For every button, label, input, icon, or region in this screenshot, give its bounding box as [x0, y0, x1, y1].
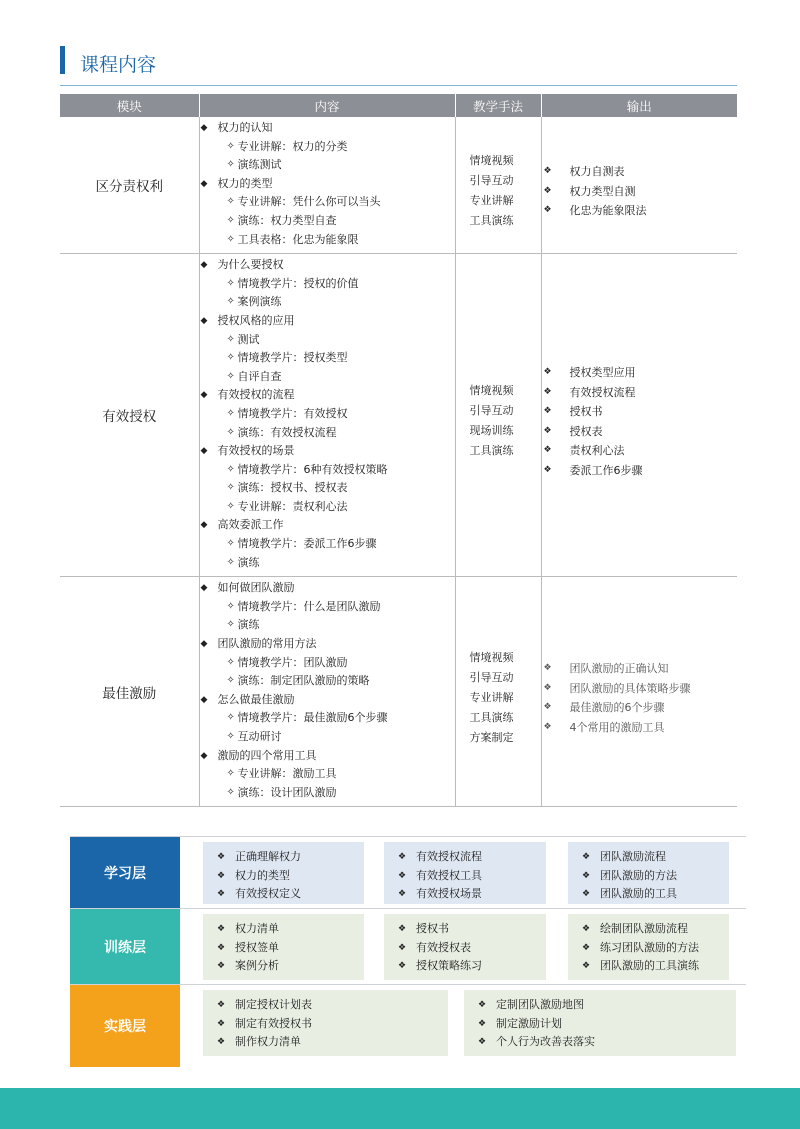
content-subitem: ✧ 演练：权力类型自查 — [200, 212, 455, 231]
method-item: 情境视频 — [469, 384, 514, 398]
content-list — [200, 579, 455, 802]
layer-label: 训练层 — [70, 909, 180, 985]
content-list — [200, 256, 455, 572]
output-item: ❖ 责权利心法 — [542, 441, 738, 461]
output-cell — [541, 577, 737, 807]
layer-box-item: ❖ 个人行为改善表落实 — [478, 1033, 736, 1052]
output-cell — [541, 254, 737, 577]
header-content: 内容 — [199, 94, 455, 117]
table-row — [60, 117, 737, 254]
module-cell: 有效授权 — [60, 254, 199, 577]
layer-box — [384, 914, 546, 980]
output-cell — [541, 117, 737, 254]
layer-box — [568, 914, 729, 980]
content-topic: ◆ 团队激励的常用方法 — [200, 635, 455, 654]
content-subitem: ✧ 演练：授权书、授权表 — [200, 479, 455, 498]
layer-box-item: ❖ 团队激励流程 — [582, 848, 729, 867]
method-item: 方案制定 — [469, 730, 514, 744]
layer-box-item: ❖ 案例分析 — [217, 957, 364, 976]
method-item: 工具演练 — [469, 444, 514, 458]
method-item: 专业讲解 — [469, 690, 514, 704]
content-subitem: ✧ 演练：制定团队激励的策略 — [200, 672, 455, 691]
header-method: 教学手法 — [455, 94, 541, 117]
output-item: ❖ 权力自测表 — [542, 162, 738, 182]
content-subitem: ✧ 演练测试 — [200, 156, 455, 175]
content-subitem: ✧ 案例演练 — [200, 293, 455, 312]
output-list — [542, 350, 738, 480]
layer-box-item: ❖ 有效授权工具 — [398, 867, 546, 886]
table-header-row — [60, 94, 737, 117]
module-cell: 最佳激励 — [60, 577, 199, 807]
layer-box-item: ❖ 团队激励的工具 — [582, 885, 729, 904]
content-topic: ◆ 权力的认知 — [200, 119, 455, 138]
content-subitem: ✧ 情境教学片：最佳激励6个步骤 — [200, 709, 455, 728]
content-subitem: ✧ 情境教学片：6种有效授权策略 — [200, 461, 455, 480]
content-cell — [199, 254, 455, 577]
content-subitem: ✧ 情境教学片：团队激励 — [200, 654, 455, 673]
table-row — [60, 254, 737, 577]
method-item: 现场训练 — [469, 424, 514, 438]
method-item: 引导互动 — [469, 670, 514, 684]
content-subitem: ✧ 情境教学片：授权类型 — [200, 349, 455, 368]
layer-box-item: ❖ 正确理解权力 — [217, 848, 364, 867]
content-subitem: ✧ 自评自查 — [200, 368, 455, 387]
output-item: ❖ 化忠为能象限法 — [542, 201, 738, 221]
output-item: ❖ 4个常用的激励工具 — [542, 718, 738, 738]
output-item: ❖ 权力类型自测 — [542, 182, 738, 202]
content-subitem: ✧ 演练 — [200, 554, 455, 573]
layer-box-item: ❖ 制作权力清单 — [217, 1033, 448, 1052]
module-cell: 区分责权利 — [60, 117, 199, 254]
content-subitem: ✧ 专业讲解：凭什么你可以当头 — [200, 193, 455, 212]
method-item: 引导互动 — [469, 404, 514, 418]
output-item: ❖ 授权书 — [542, 402, 738, 422]
content-subitem: ✧ 演练：有效授权流程 — [200, 424, 455, 443]
layer-row-practice — [70, 984, 746, 1066]
layer-box-item: ❖ 授权策略练习 — [398, 957, 546, 976]
layer-box-item: ❖ 制定激励计划 — [478, 1015, 736, 1034]
content-topic: ◆ 有效授权的场景 — [200, 442, 455, 461]
course-content-table — [60, 94, 737, 807]
method-item: 引导互动 — [469, 174, 514, 188]
layer-box-item: ❖ 团队激励的方法 — [582, 867, 729, 886]
output-item: ❖ 团队激励的具体策略步骤 — [542, 679, 738, 699]
layer-box — [203, 842, 364, 904]
content-cell — [199, 577, 455, 807]
content-topic: ◆ 授权风格的应用 — [200, 312, 455, 331]
output-list — [542, 646, 738, 737]
method-cell — [455, 254, 541, 577]
content-subitem: ✧ 专业讲解：权力的分类 — [200, 138, 455, 157]
layer-box-item: ❖ 练习团队激励的方法 — [582, 939, 729, 958]
content-list — [200, 119, 455, 249]
method-list — [470, 636, 541, 748]
layer-box-item: ❖ 有效授权表 — [398, 939, 546, 958]
footer-band — [0, 1088, 800, 1129]
layer-box-item: ❖ 有效授权场景 — [398, 885, 546, 904]
layer-box — [203, 990, 448, 1056]
layer-box-item: ❖ 团队激励的工具演练 — [582, 957, 729, 976]
layer-box-item: ❖ 有效授权定义 — [217, 885, 364, 904]
output-item: ❖ 有效授权流程 — [542, 383, 738, 403]
layer-box-item: ❖ 权力的类型 — [217, 867, 364, 886]
content-topic: ◆ 如何做团队激励 — [200, 579, 455, 598]
content-subitem: ✧ 互动研讨 — [200, 728, 455, 747]
layer-box-item: ❖ 权力清单 — [217, 920, 364, 939]
content-topic: ◆ 权力的类型 — [200, 175, 455, 194]
layer-row-training — [70, 908, 746, 984]
layer-box-item: ❖ 授权书 — [398, 920, 546, 939]
layer-box-item: ❖ 绘制团队激励流程 — [582, 920, 729, 939]
layer-box — [203, 914, 364, 980]
layer-box-item: ❖ 定制团队激励地图 — [478, 996, 736, 1015]
content-subitem: ✧ 工具表格：化忠为能象限 — [200, 231, 455, 250]
title-accent-bar — [60, 46, 65, 74]
content-topic: ◆ 有效授权的流程 — [200, 386, 455, 405]
layer-box-item: ❖ 制定授权计划表 — [217, 996, 448, 1015]
layer-label: 学习层 — [70, 837, 180, 909]
content-topic: ◆ 怎么做最佳激励 — [200, 691, 455, 710]
output-item: ❖ 团队激励的正确认知 — [542, 659, 738, 679]
method-list — [470, 139, 541, 231]
layer-box-item: ❖ 有效授权流程 — [398, 848, 546, 867]
output-item: ❖ 委派工作6步骤 — [542, 461, 738, 481]
content-subitem: ✧ 演练：设计团队激励 — [200, 784, 455, 803]
content-cell — [199, 117, 455, 254]
output-list — [542, 149, 738, 221]
content-subitem: ✧ 演练 — [200, 616, 455, 635]
output-item: ❖ 授权类型应用 — [542, 363, 738, 383]
header-output: 输出 — [541, 94, 737, 117]
method-item: 工具演练 — [469, 214, 514, 228]
output-item: ❖ 最佳激励的6个步骤 — [542, 698, 738, 718]
content-subitem: ✧ 专业讲解：责权利心法 — [200, 498, 455, 517]
output-item: ❖ 授权表 — [542, 422, 738, 442]
section-title: 课程内容 — [80, 54, 157, 76]
section-header — [60, 46, 737, 86]
layer-box — [384, 842, 546, 904]
method-list — [470, 369, 541, 461]
content-topic: ◆ 激励的四个常用工具 — [200, 747, 455, 766]
header-module: 模块 — [60, 94, 199, 117]
method-cell — [455, 117, 541, 254]
layer-row-study — [70, 836, 746, 908]
content-subitem: ✧ 测试 — [200, 331, 455, 350]
method-item: 情境视频 — [469, 154, 514, 168]
layer-box — [464, 990, 736, 1056]
layer-box-item: ❖ 制定有效授权书 — [217, 1015, 448, 1034]
content-subitem: ✧ 情境教学片：有效授权 — [200, 405, 455, 424]
layer-box-item: ❖ 授权签单 — [217, 939, 364, 958]
method-item: 情境视频 — [469, 650, 514, 664]
layer-label: 实践层 — [70, 985, 180, 1067]
content-topic: ◆ 高效委派工作 — [200, 516, 455, 535]
table-row — [60, 577, 737, 807]
layer-box — [568, 842, 729, 904]
method-cell — [455, 577, 541, 807]
content-subitem: ✧ 情境教学片：授权的价值 — [200, 275, 455, 294]
content-subitem: ✧ 专业讲解：激励工具 — [200, 765, 455, 784]
method-item: 工具演练 — [469, 710, 514, 724]
content-subitem: ✧ 情境教学片：委派工作6步骤 — [200, 535, 455, 554]
content-topic: ◆ 为什么要授权 — [200, 256, 455, 275]
content-subitem: ✧ 情境教学片：什么是团队激励 — [200, 598, 455, 617]
method-item: 专业讲解 — [469, 194, 514, 208]
